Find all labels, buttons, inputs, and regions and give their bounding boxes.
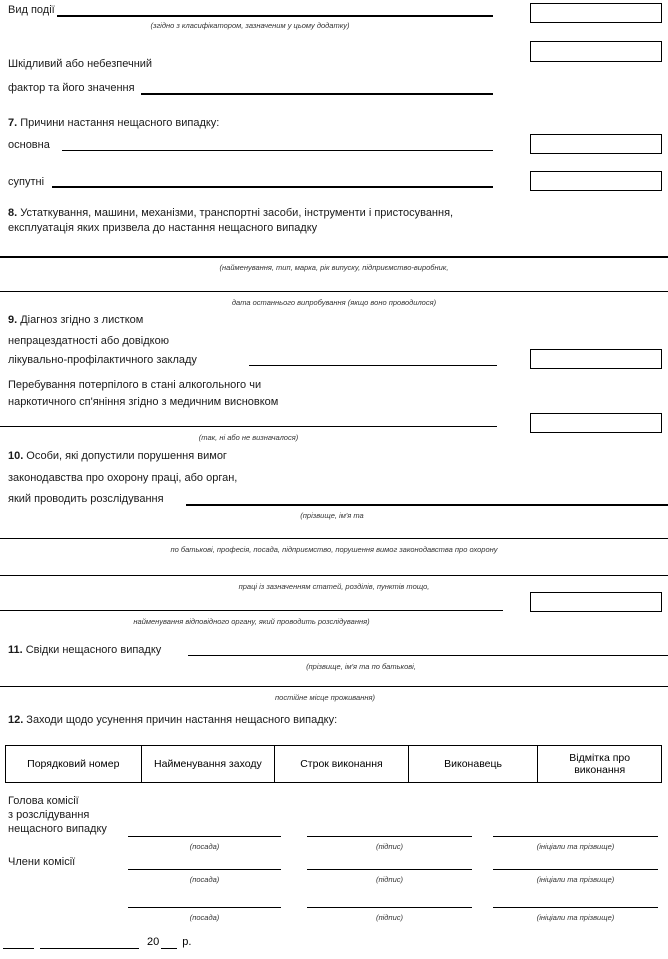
equipment-caption-2: дата останнього випробування (якщо воно проводилося) [231, 298, 437, 307]
section8-number: 8. [8, 207, 18, 219]
date-month-line[interactable] [40, 934, 139, 949]
date-day-line[interactable] [3, 934, 34, 949]
head-position-signature-line[interactable] [128, 836, 281, 837]
measures-table [5, 745, 662, 783]
investigating-body-code-box[interactable] [530, 592, 662, 612]
intoxication-label-line1: Перебування потерпілого в стані алкогольного чи [8, 379, 262, 391]
table-header-order-number: Порядковий номер [27, 758, 120, 770]
violators-label-line1: Особи, які допустили порушення вимог [26, 450, 227, 462]
violators-fill-line-3[interactable] [0, 575, 668, 576]
harmful-factor-fill-line[interactable] [141, 93, 493, 95]
section7-title: Причини настання нещасного випадку: [20, 117, 220, 129]
cause-main-label: основна [8, 139, 50, 151]
section9-number: 9. [8, 314, 18, 326]
cause-main-code-box[interactable] [530, 134, 662, 154]
member1-signature-line[interactable] [307, 869, 472, 870]
section8-heading-line1 [8, 207, 453, 220]
diagnosis-fill-line[interactable] [249, 365, 497, 366]
section12-heading [8, 714, 337, 727]
section11-number: 11. [8, 644, 23, 656]
member2-position-signature-line[interactable] [128, 907, 281, 908]
table-header-deadline: Строк виконання [274, 746, 408, 782]
member2-initials-caption: (ініціали та прізвище) [536, 913, 615, 922]
member2-position-caption: (посада) [189, 913, 220, 922]
commission-head-label-line2: з розслідування [8, 809, 90, 821]
diagnosis-label-line3: лікувально-профілактичного закладу [8, 354, 197, 366]
commission-head-label-line3: нещасного випадку [8, 823, 107, 835]
table-header-executor: Виконавець [408, 746, 538, 782]
event-type-code-box[interactable] [530, 3, 662, 23]
head-signature-line[interactable] [307, 836, 472, 837]
event-type-fill-line[interactable] [57, 15, 493, 17]
table-header-completion-mark: Відмітка про виконання [537, 746, 661, 782]
violators-caption-3: праці із зазначенням статей, розділів, пунктів тощо, [238, 582, 430, 591]
equipment-caption-1: (найменування, тип, марка, рік випуску, підприємство-виробник, [219, 263, 449, 272]
intoxication-fill-line[interactable] [0, 426, 497, 427]
violators-caption-4: найменування відповідного органу, який проводить розслідування) [133, 617, 370, 626]
violators-fill-line-4[interactable] [0, 610, 503, 611]
member2-initials-line[interactable] [493, 907, 658, 908]
section8-heading-line2: експлуатація яких призвела до настання нещасного випадку [8, 222, 318, 234]
section9-heading [8, 314, 143, 327]
intoxication-code-box[interactable] [530, 413, 662, 433]
intoxication-label-line2: наркотичного сп'яніння згідно з медичним висновком [8, 396, 279, 408]
cause-secondary-code-box[interactable] [530, 171, 662, 191]
measures-title: Заходи щодо усунення причин настання нещасного випадку: [26, 714, 338, 726]
violators-fill-line-2[interactable] [0, 538, 668, 539]
section10-number: 10. [8, 450, 24, 462]
event-type-label: Вид події [8, 4, 55, 16]
witnesses-caption-2: постійне місце проживання) [275, 693, 375, 702]
violators-fill-line-1[interactable] [186, 504, 668, 506]
equipment-fill-line-2[interactable] [0, 291, 668, 292]
diagnosis-code-box[interactable] [530, 349, 662, 369]
member1-position-caption: (посада) [189, 875, 220, 884]
diagnosis-label-line1: Діагноз згідно з листком [20, 314, 144, 326]
section11-heading [8, 644, 161, 657]
harmful-factor-label-line2: фактор та його значення [8, 82, 135, 94]
date-year-suffix: р. [182, 936, 192, 948]
harmful-factor-label-line1: Шкідливий або небезпечний [8, 58, 153, 70]
member1-initials-line[interactable] [493, 869, 658, 870]
witnesses-caption-1: (прізвище, ім'я та по батькові, [306, 662, 416, 671]
member2-signature-caption: (підпис) [376, 913, 403, 922]
event-type-caption: (згідно з класифікатором, зазначеним у цьому додатку) [150, 21, 350, 30]
witnesses-title: Свідки нещасного випадку [25, 644, 162, 656]
intoxication-caption: (так, ні або не визначалося) [198, 433, 299, 442]
diagnosis-label-line2: непрацездатності або довідкою [8, 335, 169, 347]
member2-signature-line[interactable] [307, 907, 472, 908]
harmful-factor-code-box[interactable] [530, 41, 662, 62]
head-position-caption: (посада) [189, 842, 220, 851]
section7-heading [8, 117, 219, 130]
head-signature-caption: (підпис) [376, 842, 403, 851]
date-year-line[interactable] [161, 934, 177, 949]
head-initials-caption: (ініціали та прізвище) [536, 842, 615, 851]
date-year-prefix: 20 [147, 936, 160, 948]
section10-heading [8, 450, 227, 463]
section12-number: 12. [8, 714, 24, 726]
cause-secondary-label: супутні [8, 176, 45, 188]
cause-main-fill-line[interactable] [62, 150, 493, 151]
section8-title-line1: Устаткування, машини, механізми, транспортні засоби, інструменти і пристосування, [20, 207, 454, 219]
witnesses-fill-line-2[interactable] [0, 686, 668, 687]
violators-caption-2: по батькові, професія, посада, підприємство, порушення вимог законодавства про охорону [170, 545, 498, 554]
member1-position-signature-line[interactable] [128, 869, 281, 870]
member1-signature-caption: (підпис) [376, 875, 403, 884]
violators-label-line2: законодавства про охорону праці, або орган, [8, 472, 238, 484]
section7-number: 7. [8, 117, 18, 129]
table-header-measure-name: Найменування заходу [141, 746, 275, 782]
commission-members-label: Члени комісії [8, 856, 76, 868]
date-row [3, 933, 193, 949]
head-initials-line[interactable] [493, 836, 658, 837]
commission-head-label-line1: Голова комісії [8, 795, 79, 807]
witnesses-fill-line-1[interactable] [188, 655, 668, 656]
violators-caption-1: (прізвище, ім'я та [300, 511, 364, 520]
cause-secondary-fill-line[interactable] [52, 186, 493, 188]
violators-label-line3: який проводить розслідування [8, 493, 164, 505]
equipment-fill-line-1[interactable] [0, 256, 668, 258]
member1-initials-caption: (ініціали та прізвище) [536, 875, 615, 884]
